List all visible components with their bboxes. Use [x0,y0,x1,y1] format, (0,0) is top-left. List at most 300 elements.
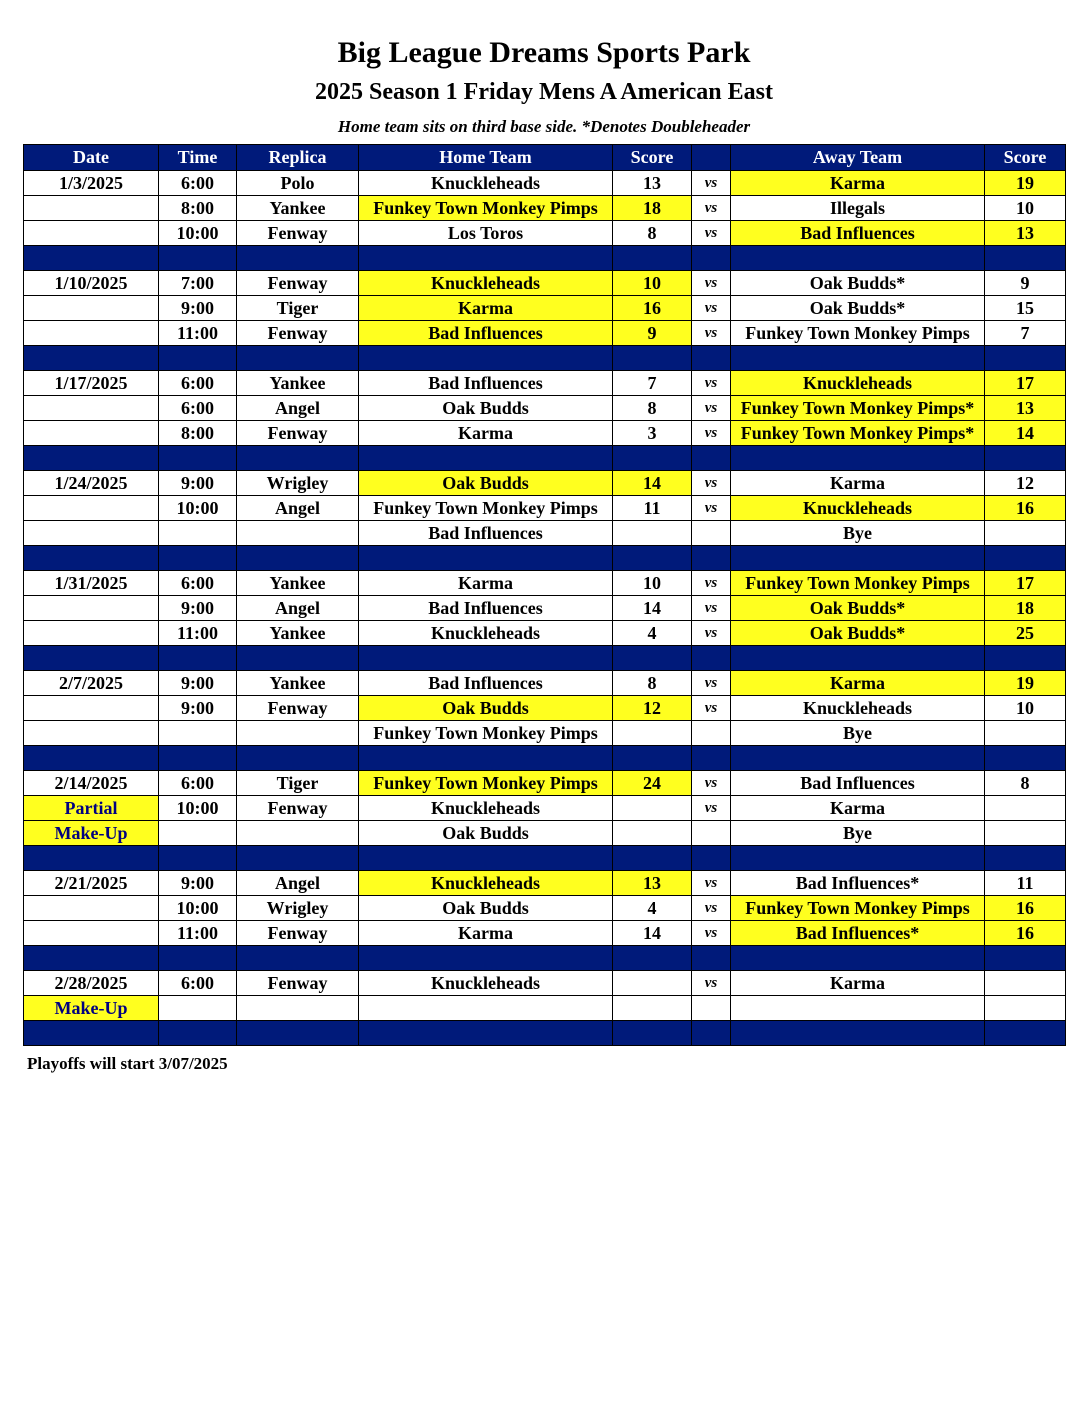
separator-cell [237,746,359,771]
time-cell: 11:00 [159,621,237,646]
home-team-cell: Karma [359,921,613,946]
vs-cell [692,996,731,1021]
replica-cell: Wrigley [237,896,359,921]
separator-cell [237,246,359,271]
time-cell [159,721,237,746]
home-team-cell: Bad Influences [359,671,613,696]
separator-row [24,1021,1066,1046]
separator-cell [24,646,159,671]
replica-cell: Angel [237,871,359,896]
separator-cell [359,246,613,271]
date-cell [24,621,159,646]
game-row [24,596,1066,621]
separator-row [24,746,1066,771]
separator-cell [237,946,359,971]
away-team-cell: Oak Budds* [731,621,985,646]
away-score-cell [985,821,1066,846]
date-cell: 1/3/2025 [24,171,159,196]
away-team-cell: Bye [731,521,985,546]
date-cell [24,921,159,946]
vs-cell: vs [692,221,731,246]
home-score-cell: 10 [613,571,692,596]
home-team-cell: Knuckleheads [359,621,613,646]
separator-cell [24,946,159,971]
date-cell [24,521,159,546]
home-team-cell: Knuckleheads [359,171,613,196]
home-score-cell: 13 [613,871,692,896]
schedule-table [23,144,1066,1046]
away-score-cell [985,796,1066,821]
separator-cell [613,1021,692,1046]
game-row [24,896,1066,921]
away-score-cell: 16 [985,496,1066,521]
separator-cell [237,646,359,671]
separator-cell [613,546,692,571]
separator-row [24,246,1066,271]
col-away-score: Score [985,145,1066,171]
vs-cell: vs [692,171,731,196]
away-team-cell: Bye [731,821,985,846]
replica-cell: Fenway [237,271,359,296]
replica-cell: Fenway [237,921,359,946]
separator-cell [985,246,1066,271]
away-team-cell [731,996,985,1021]
separator-cell [237,346,359,371]
separator-cell [731,446,985,471]
replica-cell: Fenway [237,696,359,721]
time-cell: 11:00 [159,321,237,346]
away-team-cell: Karma [731,171,985,196]
separator-cell [159,546,237,571]
date-cell [24,721,159,746]
separator-cell [692,1021,731,1046]
vs-cell: vs [692,471,731,496]
home-score-cell: 12 [613,696,692,721]
separator-cell [359,746,613,771]
time-cell: 10:00 [159,221,237,246]
home-score-cell: 18 [613,196,692,221]
date-cell [24,896,159,921]
replica-cell: Yankee [237,196,359,221]
separator-row [24,446,1066,471]
away-score-cell: 10 [985,196,1066,221]
separator-cell [24,546,159,571]
replica-cell: Tiger [237,296,359,321]
separator-cell [159,646,237,671]
away-team-cell: Karma [731,796,985,821]
replica-cell: Angel [237,596,359,621]
home-team-cell: Knuckleheads [359,971,613,996]
time-cell: 6:00 [159,396,237,421]
separator-cell [731,746,985,771]
vs-cell: vs [692,771,731,796]
date-cell: 1/24/2025 [24,471,159,496]
vs-cell: vs [692,696,731,721]
away-team-cell: Knuckleheads [731,696,985,721]
replica-cell: Fenway [237,321,359,346]
home-score-cell [613,821,692,846]
separator-cell [985,446,1066,471]
separator-cell [731,346,985,371]
separator-cell [692,946,731,971]
away-team-cell: Bad Influences [731,221,985,246]
time-cell: 11:00 [159,921,237,946]
game-row [24,196,1066,221]
separator-cell [985,546,1066,571]
time-cell [159,521,237,546]
separator-row [24,346,1066,371]
time-cell: 8:00 [159,421,237,446]
game-row [24,696,1066,721]
away-team-cell: Funkey Town Monkey Pimps* [731,421,985,446]
game-row [24,171,1066,196]
separator-cell [613,246,692,271]
home-team-cell: Oak Budds [359,821,613,846]
replica-cell: Fenway [237,796,359,821]
home-score-cell: 9 [613,321,692,346]
separator-cell [237,446,359,471]
replica-cell: Angel [237,496,359,521]
game-row [24,421,1066,446]
home-score-cell: 10 [613,271,692,296]
away-score-cell: 25 [985,621,1066,646]
separator-cell [613,946,692,971]
game-row [24,621,1066,646]
away-score-cell [985,521,1066,546]
game-row [24,371,1066,396]
away-team-cell: Knuckleheads [731,496,985,521]
home-score-cell [613,796,692,821]
game-row [24,871,1066,896]
away-score-cell: 16 [985,921,1066,946]
game-row [24,721,1066,746]
separator-cell [159,846,237,871]
separator-cell [985,946,1066,971]
away-team-cell: Funkey Town Monkey Pimps* [731,396,985,421]
home-score-cell: 4 [613,621,692,646]
date-cell: 2/7/2025 [24,671,159,696]
time-cell: 10:00 [159,896,237,921]
separator-cell [159,446,237,471]
home-team-cell: Karma [359,296,613,321]
game-row [24,571,1066,596]
time-cell: 7:00 [159,271,237,296]
separator-cell [159,246,237,271]
time-cell: 9:00 [159,696,237,721]
time-cell: 10:00 [159,496,237,521]
separator-cell [731,646,985,671]
away-team-cell: Oak Budds* [731,296,985,321]
away-score-cell: 16 [985,896,1066,921]
separator-cell [692,346,731,371]
separator-cell [159,1021,237,1046]
home-score-cell: 3 [613,421,692,446]
home-team-cell: Oak Budds [359,471,613,496]
date-cell [24,496,159,521]
col-home-team: Home Team [359,145,613,171]
replica-cell: Yankee [237,371,359,396]
away-score-cell: 19 [985,171,1066,196]
time-cell: 9:00 [159,671,237,696]
footer-note: Playoffs will start 3/07/2025 [27,1054,228,1073]
header-row [24,145,1066,171]
date-cell [24,321,159,346]
page-title: Big League Dreams Sports Park [337,36,751,69]
home-score-cell: 8 [613,396,692,421]
vs-cell: vs [692,371,731,396]
home-score-cell: 14 [613,921,692,946]
date-cell: Make-Up [24,821,159,846]
vs-cell: vs [692,196,731,221]
home-team-cell: Karma [359,421,613,446]
vs-cell: vs [692,596,731,621]
away-team-cell: Funkey Town Monkey Pimps [731,896,985,921]
separator-cell [613,346,692,371]
away-team-cell: Karma [731,471,985,496]
away-team-cell: Illegals [731,196,985,221]
vs-cell: vs [692,971,731,996]
date-cell [24,196,159,221]
separator-cell [692,646,731,671]
home-score-cell: 24 [613,771,692,796]
home-score-cell: 13 [613,171,692,196]
separator-cell [359,846,613,871]
replica-cell: Wrigley [237,471,359,496]
replica-cell [237,821,359,846]
date-cell [24,396,159,421]
away-score-cell: 17 [985,571,1066,596]
separator-cell [692,246,731,271]
home-score-cell: 11 [613,496,692,521]
home-team-cell: Oak Budds [359,696,613,721]
separator-cell [731,246,985,271]
away-team-cell: Bye [731,721,985,746]
game-row [24,821,1066,846]
time-cell: 10:00 [159,796,237,821]
separator-cell [613,646,692,671]
home-team-cell: Bad Influences [359,596,613,621]
date-cell [24,696,159,721]
separator-row [24,846,1066,871]
game-row [24,921,1066,946]
date-cell: 1/31/2025 [24,571,159,596]
vs-cell: vs [692,571,731,596]
separator-cell [24,446,159,471]
home-team-cell: Funkey Town Monkey Pimps [359,721,613,746]
away-score-cell: 18 [985,596,1066,621]
away-score-cell: 11 [985,871,1066,896]
time-cell: 9:00 [159,296,237,321]
time-cell [159,996,237,1021]
separator-cell [359,946,613,971]
home-team-cell: Knuckleheads [359,796,613,821]
vs-cell: vs [692,421,731,446]
game-row [24,471,1066,496]
col-vs [692,145,731,171]
separator-cell [24,246,159,271]
vs-cell: vs [692,496,731,521]
vs-cell: vs [692,396,731,421]
separator-cell [731,1021,985,1046]
vs-cell: vs [692,621,731,646]
home-team-cell: Funkey Town Monkey Pimps [359,496,613,521]
date-cell: Make-Up [24,996,159,1021]
separator-cell [692,846,731,871]
away-score-cell: 10 [985,696,1066,721]
game-row [24,496,1066,521]
home-score-cell: 8 [613,221,692,246]
replica-cell: Angel [237,396,359,421]
date-cell: 2/28/2025 [24,971,159,996]
home-team-cell: Bad Influences [359,521,613,546]
vs-cell [692,821,731,846]
home-score-cell: 14 [613,596,692,621]
date-cell [24,221,159,246]
game-row [24,296,1066,321]
page-note: Home team sits on third base side. *Denotes Doubleheader [337,117,751,136]
home-team-cell [359,996,613,1021]
separator-cell [359,446,613,471]
vs-cell: vs [692,671,731,696]
vs-cell: vs [692,271,731,296]
date-cell: 1/10/2025 [24,271,159,296]
separator-row [24,546,1066,571]
away-team-cell: Oak Budds* [731,596,985,621]
time-cell [159,821,237,846]
home-score-cell: 8 [613,671,692,696]
replica-cell: Yankee [237,671,359,696]
away-score-cell [985,996,1066,1021]
separator-cell [985,346,1066,371]
game-row [24,671,1066,696]
vs-cell: vs [692,296,731,321]
away-score-cell [985,721,1066,746]
home-team-cell: Karma [359,571,613,596]
away-score-cell [985,971,1066,996]
home-score-cell [613,996,692,1021]
away-team-cell: Karma [731,971,985,996]
vs-cell: vs [692,321,731,346]
separator-cell [985,846,1066,871]
vs-cell [692,521,731,546]
separator-cell [731,546,985,571]
game-row [24,996,1066,1021]
home-team-cell: Funkey Town Monkey Pimps [359,196,613,221]
time-cell: 9:00 [159,596,237,621]
away-score-cell: 13 [985,221,1066,246]
schedule-body [24,171,1066,1046]
away-score-cell: 13 [985,396,1066,421]
away-score-cell: 7 [985,321,1066,346]
game-row [24,271,1066,296]
away-score-cell: 9 [985,271,1066,296]
away-team-cell: Karma [731,671,985,696]
home-team-cell: Funkey Town Monkey Pimps [359,771,613,796]
separator-cell [24,1021,159,1046]
time-cell: 8:00 [159,196,237,221]
time-cell: 6:00 [159,971,237,996]
vs-cell: vs [692,871,731,896]
vs-cell: vs [692,921,731,946]
replica-cell: Fenway [237,221,359,246]
col-date: Date [24,145,159,171]
date-cell: 2/21/2025 [24,871,159,896]
separator-row [24,646,1066,671]
col-replica: Replica [237,145,359,171]
replica-cell: Polo [237,171,359,196]
col-away-team: Away Team [731,145,985,171]
separator-cell [613,746,692,771]
separator-cell [159,746,237,771]
home-score-cell: 7 [613,371,692,396]
game-row [24,396,1066,421]
separator-cell [985,746,1066,771]
vs-cell [692,721,731,746]
date-cell: 2/14/2025 [24,771,159,796]
separator-cell [24,846,159,871]
home-score-cell [613,721,692,746]
separator-cell [692,446,731,471]
away-score-cell: 15 [985,296,1066,321]
home-score-cell [613,521,692,546]
away-score-cell: 14 [985,421,1066,446]
date-cell: Partial [24,796,159,821]
separator-cell [985,1021,1066,1046]
home-team-cell: Bad Influences [359,371,613,396]
replica-cell [237,996,359,1021]
home-team-cell: Oak Budds [359,396,613,421]
separator-cell [359,1021,613,1046]
separator-cell [613,846,692,871]
replica-cell: Yankee [237,571,359,596]
separator-cell [359,646,613,671]
separator-row [24,946,1066,971]
separator-cell [613,446,692,471]
replica-cell: Yankee [237,621,359,646]
separator-cell [692,546,731,571]
home-score-cell: 16 [613,296,692,321]
away-team-cell: Bad Influences* [731,871,985,896]
time-cell: 9:00 [159,871,237,896]
separator-cell [731,846,985,871]
separator-cell [159,946,237,971]
away-score-cell: 17 [985,371,1066,396]
separator-cell [24,346,159,371]
game-row [24,971,1066,996]
separator-cell [159,346,237,371]
away-team-cell: Bad Influences [731,771,985,796]
away-team-cell: Bad Influences* [731,921,985,946]
separator-cell [24,746,159,771]
date-cell [24,596,159,621]
home-team-cell: Oak Budds [359,896,613,921]
away-team-cell: Knuckleheads [731,371,985,396]
vs-cell: vs [692,896,731,921]
col-home-score: Score [613,145,692,171]
home-team-cell: Bad Influences [359,321,613,346]
separator-cell [731,946,985,971]
separator-cell [692,746,731,771]
separator-cell [359,546,613,571]
replica-cell [237,721,359,746]
separator-cell [985,646,1066,671]
away-score-cell: 12 [985,471,1066,496]
replica-cell: Tiger [237,771,359,796]
separator-cell [237,1021,359,1046]
vs-cell: vs [692,796,731,821]
time-cell: 6:00 [159,171,237,196]
replica-cell: Fenway [237,421,359,446]
